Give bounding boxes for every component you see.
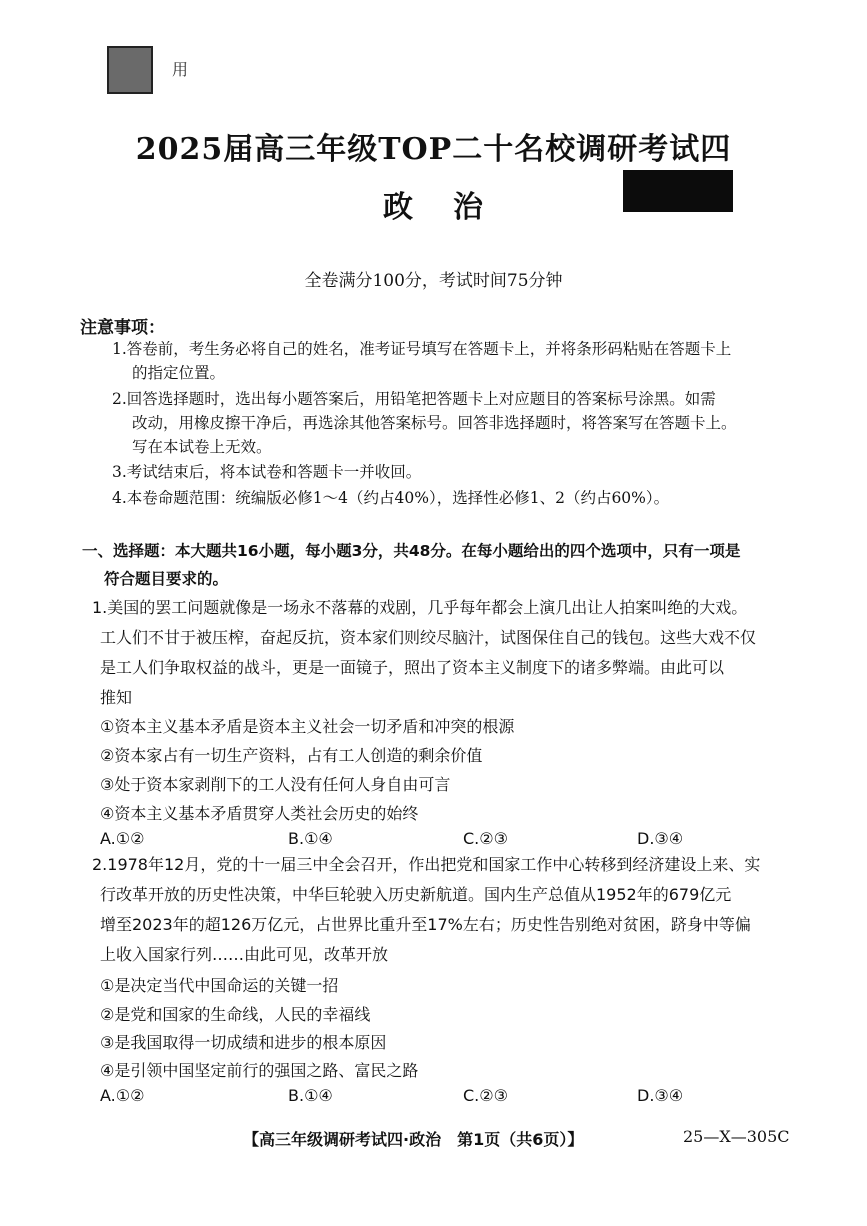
notice-item-4 [112, 486, 792, 510]
notice-item-1 [112, 337, 792, 385]
question-1-choice-c: C.②③ [463, 829, 508, 848]
page-footer-code: 25—X—305C [683, 1127, 790, 1146]
page-footer-label: 【高三年级调研考试四·政治 第1页（共6页）】 [243, 1130, 584, 1149]
stamp-mark [107, 46, 153, 94]
redaction-block [623, 170, 733, 212]
question-2-choice-b: B.①④ [288, 1086, 333, 1105]
question-1-option-4: ④资本主义基本矛盾贯穿人类社会历史的始终 [100, 804, 419, 823]
page-title: 2025届高三年级TOP二十名校调研考试四 [135, 132, 732, 167]
question-2-choice-d: D.③④ [637, 1086, 684, 1105]
notice-item-1-line-2: 的指定位置。 [132, 364, 226, 382]
section-heading [82, 537, 794, 593]
question-1-line-2: 工人们不甘于被压榨，奋起反抗，资本家们则绞尽脑汁，试图保住自己的钱包。这些大戏不仅 [100, 628, 757, 647]
question-2-stem [92, 850, 798, 970]
notice-item-2-line-1: 2.回答选择题时，选出每小题答案后，用铅笔把答题卡上对应题目的答案标号涂黑。如需 [112, 390, 716, 408]
notice-item-3-line-1: 3.考试结束后，将本试卷和答题卡一并收回。 [112, 463, 422, 481]
question-1-stem [92, 593, 798, 713]
question-1-choice-b: B.①④ [288, 829, 333, 848]
section-heading-line-1: 一、选择题：本大题共16小题，每小题3分，共48分。在每小题给出的四个选项中，只有一项是 [82, 542, 741, 560]
subject-title: 政治 [383, 190, 523, 225]
question-2-option-2: ②是党和国家的生命线，人民的幸福线 [100, 1005, 371, 1024]
question-1-line-1: 1.美国的罢工问题就像是一场永不落幕的戏剧，几乎每年都会上演几出让人拍案叫绝的大戏。 [92, 598, 748, 617]
question-1-choice-a: A.①② [100, 829, 145, 848]
notice-item-3 [112, 460, 792, 484]
notice-item-1-line-1: 1.答卷前，考生务必将自己的姓名，准考证号填写在答题卡上，并将条形码粘贴在答题卡上 [112, 340, 732, 358]
question-1-choice-d: D.③④ [637, 829, 684, 848]
question-2-option-3: ③是我国取得一切成绩和进步的根本原因 [100, 1033, 387, 1052]
section-heading-line-2: 符合题目要求的。 [104, 570, 229, 588]
stamp-text: 用 [172, 60, 189, 79]
notice-item-2 [112, 387, 792, 459]
question-1-option-1: ①资本主义基本矛盾是资本主义社会一切矛盾和冲突的根源 [100, 717, 515, 736]
question-2-line-2: 行改革开放的历史性决策，中华巨轮驶入历史新航道。国内生产总值从1952年的679亿元 [100, 885, 732, 904]
question-2-choice-a: A.①② [100, 1086, 145, 1105]
notice-heading: 注意事项： [80, 318, 165, 338]
notice-item-2-line-3: 写在本试卷上无效。 [132, 438, 272, 456]
notice-item-4-line-1: 4.本卷命题范围：统编版必修1～4（约占40%），选择性必修1、2（约占60%）。 [112, 489, 670, 507]
question-1-line-3: 是工人们争取权益的战斗，更是一面镜子，照出了资本主义制度下的诸多弊端。由此可以 [100, 658, 725, 677]
question-2-line-4: 上收入国家行列……由此可见，改革开放 [100, 945, 389, 964]
notice-item-2-line-2: 改动，用橡皮擦干净后，再选涂其他答案标号。回答非选择题时，将答案写在答题卡上。 [132, 414, 737, 432]
question-1-option-2: ②资本家占有一切生产资料，占有工人创造的剩余价值 [100, 746, 483, 765]
question-2-choice-c: C.②③ [463, 1086, 508, 1105]
question-2-line-1: 2.1978年12月，党的十一届三中全会召开，作出把党和国家工作中心转移到经济建设上来、实 [92, 855, 761, 874]
question-1-line-4: 推知 [100, 688, 133, 707]
question-1-option-3: ③处于资本家剥削下的工人没有任何人身自由可言 [100, 775, 451, 794]
score-time-line: 全卷满分100分，考试时间75分钟 [304, 271, 563, 291]
question-2-option-4: ④是引领中国坚定前行的强国之路、富民之路 [100, 1061, 419, 1080]
question-2-line-3: 增至2023年的超126万亿元，占世界比重升至17%左右；历史性告别绝对贫困，跻身中等偏 [100, 915, 751, 934]
question-2-option-1: ①是决定当代中国命运的关键一招 [100, 976, 339, 995]
